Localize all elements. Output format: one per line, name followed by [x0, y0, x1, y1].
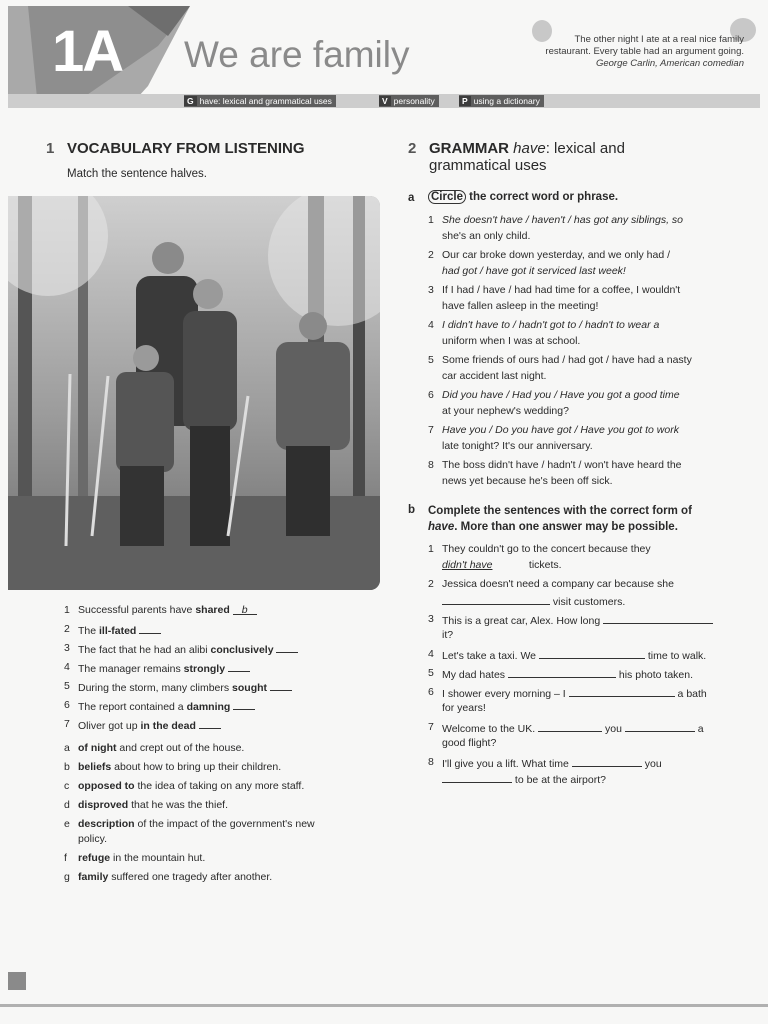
answer-blank[interactable] — [625, 721, 695, 732]
answer-blank[interactable] — [442, 594, 550, 605]
answer-blank[interactable]: b — [233, 604, 257, 615]
page-bottom-edge — [0, 1004, 768, 1007]
answer-blank[interactable] — [228, 661, 250, 672]
answer-blank[interactable] — [270, 680, 292, 691]
exercise-letter: a — [408, 192, 415, 204]
answer-blank[interactable]: didn't have — [442, 559, 493, 571]
answer-blank[interactable] — [538, 721, 602, 732]
answer-blank[interactable] — [603, 613, 713, 624]
answer-blank[interactable] — [572, 756, 642, 767]
exercise-instruction: Match the sentence halves. — [67, 168, 207, 180]
page-corner-marker — [8, 972, 26, 990]
epigraph-quote: The other night I ate at a real nice family restaurant. Every table had an argument going. George Carlin, American comedian — [494, 34, 744, 70]
tag-pronunciation: P using a dictionary — [459, 95, 544, 107]
answer-blank[interactable] — [569, 686, 675, 697]
lesson-number: 1A — [52, 19, 123, 84]
section-title: VOCABULARY FROM LISTENING — [67, 140, 305, 157]
sentence-endings: a of night and crept out of the house. b beliefs about how to bring up their children. c opposed to the idea of taking on any more staff. d disproved that he was the thief. e description of the impact of the government's new policy. f refuge in the mountain hut. g family suffered one tragedy after another. — [64, 742, 315, 883]
exercise-instruction: Circle the correct word or phrase. — [428, 191, 618, 203]
exercise-instruction: Complete the sentences with the correct form of have. More than one answer may be possible. — [428, 505, 692, 533]
exercise-letter: b — [408, 504, 416, 516]
family-photo — [8, 196, 380, 590]
tag-vocabulary: V personality — [379, 95, 439, 107]
quote-author: George Carlin, American comedian — [595, 58, 744, 69]
grammar-a-list: 1 She doesn't have / haven't / has got any siblings, so she's an only child. 2 Our car broke down yesterday, and we only had / had got / have got it serviced last week! 3 If I had / have / had had time for a coffee, I wouldn't have fallen asleep in the meeting! 4 I didn't have to / hadn't got to / hadn't to wear a uniform when I was at school. 5 Some friends of ours had / had got / have had a nasty car accident last night. 6 Did you have / Had you / Have you got a good time at your nephew's wedding? 7 Have you / Do you have got / Have you got to work late tonight? It's our anniversary. 8 The boss didn't have / hadn't / won't have heard the news yet because he's been off sick. — [428, 214, 692, 487]
sentence-beginnings: 1 Successful parents have shared b 2 The ill-fated 3 The fact that he had an alibi conclusively 4 The manager remains strongly 5 During the storm, many climbers sought 6 The report contained a damning 7 Oliver got up in the dead — [64, 604, 384, 734]
answer-blank[interactable] — [508, 667, 616, 678]
section-number: 2 — [408, 140, 417, 157]
answer-blank[interactable] — [539, 648, 645, 659]
answer-blank[interactable] — [139, 623, 161, 634]
section-title: GRAMMAR have: lexical and grammatical uses — [429, 140, 625, 174]
answer-blank[interactable] — [233, 699, 255, 710]
answer-blank[interactable] — [276, 642, 298, 653]
answer-blank[interactable] — [199, 718, 221, 729]
tag-grammar: G have: lexical and grammatical uses — [184, 95, 336, 107]
section-number: 1 — [46, 140, 55, 157]
lesson-title: We are family — [184, 34, 410, 75]
grammar-b-list: 1 They couldn't go to the concert because they didn't have tickets. 2 Jessica doesn't need a company car because she visit customers. 3 This is a great car, Alex. How long it? 4 Let's take a taxi. We time to walk. 5 My dad hates his photo taken. 6 I shower every morning – I a bath for years! 7 Welcome to the UK. you a good flight? 8 I'll give you a lift. What time you to be at the airport? — [428, 543, 758, 793]
answer-blank[interactable] — [442, 772, 512, 783]
